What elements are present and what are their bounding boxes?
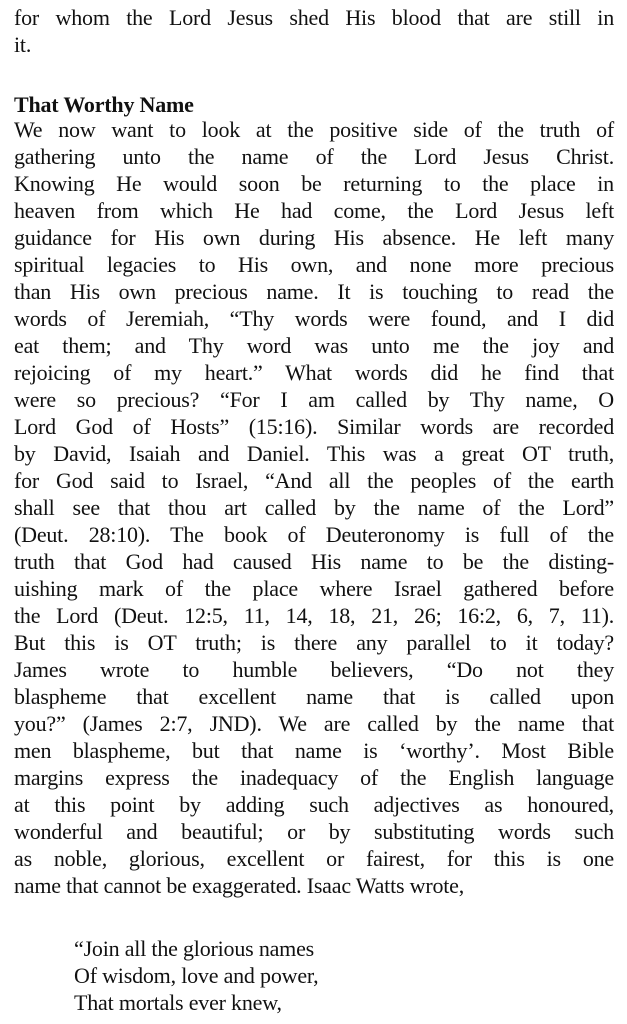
paragraph-line: James wrote to humble believers, “Do not they (14, 657, 614, 682)
paragraph-line: you?” (James 2:7, JND). We are called by the name that (14, 711, 614, 736)
paragraph-line: by David, Isaiah and Daniel. This was a great OT truth, (14, 441, 614, 466)
paragraph-line: as noble, glorious, excellent or fairest, for this is one (14, 846, 614, 871)
paragraph-line: guidance for His own during His absence. He left many (14, 225, 614, 250)
section-heading: That Worthy Name (14, 92, 194, 117)
poem-line: Of wisdom, love and power, (74, 963, 319, 988)
paragraph-line: (Deut. 28:10). The book of Deuteronomy is full of the (14, 522, 614, 547)
paragraph-line: But this is OT truth; is there any parallel to it today? (14, 630, 614, 655)
paragraph-line: spiritual legacies to His own, and none more precious (14, 252, 614, 277)
paragraph-line: Lord God of Hosts” (15:16). Similar words are recorded (14, 414, 614, 439)
paragraph-line: gathering unto the name of the Lord Jesus Christ. (14, 144, 614, 169)
paragraph-line: truth that God had caused His name to be the disting- (14, 549, 614, 574)
paragraph-line: for God said to Israel, “And all the peoples of the earth (14, 468, 614, 493)
continuation-line: for whom the Lord Jesus shed His blood that are still in (14, 5, 614, 30)
poem-line: “Join all the glorious names (74, 936, 315, 961)
paragraph-line: were so precious? “For I am called by Thy name, O (14, 387, 614, 412)
paragraph-line: margins express the inadequacy of the English language (14, 765, 614, 790)
paragraph-line: uishing mark of the place where Israel gathered before (14, 576, 614, 601)
paragraph-line: We now want to look at the positive side of the truth of (14, 117, 614, 142)
paragraph-line: words of Jeremiah, “Thy words were found, and I did (14, 306, 614, 331)
paragraph-line: eat them; and Thy word was unto me the joy and (14, 333, 614, 358)
paragraph-line: than His own precious name. It is touching to read the (14, 279, 614, 304)
paragraph-line: shall see that thou art called by the name of the Lord” (14, 495, 614, 520)
paragraph-line: wonderful and beautiful; or by substituting words such (14, 819, 614, 844)
poem-line: That mortals ever knew, (74, 990, 282, 1015)
paragraph-line: men blaspheme, but that name is ‘worthy’. Most Bible (14, 738, 614, 763)
paragraph-line: blaspheme that excellent name that is called upon (14, 684, 614, 709)
continuation-line: it. (14, 32, 32, 57)
paragraph-line: heaven from which He had come, the Lord Jesus left (14, 198, 614, 223)
paragraph-line: the Lord (Deut. 12:5, 11, 14, 18, 21, 26; 16:2, 6, 7, 11). (14, 603, 614, 628)
paragraph-line: name that cannot be exaggerated. Isaac Watts wrote, (14, 873, 465, 898)
paragraph-line: rejoicing of my heart.” What words did he find that (14, 360, 614, 385)
paragraph-line: at this point by adding such adjectives as honoured, (14, 792, 614, 817)
paragraph-line: Knowing He would soon be returning to the place in (14, 171, 614, 196)
